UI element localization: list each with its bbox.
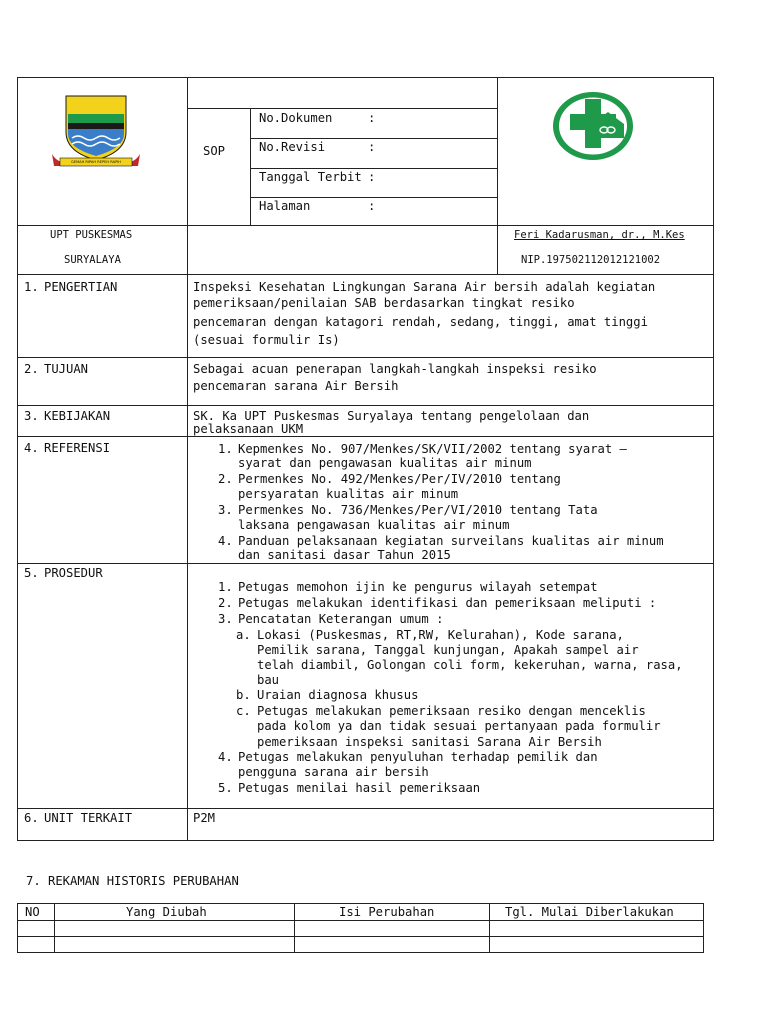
puskesmas-logo bbox=[550, 90, 636, 162]
history-col-no: NO bbox=[25, 905, 40, 919]
issue-date-label: Tanggal Terbit bbox=[259, 170, 362, 184]
prosedur-line: Petugas menilai hasil pemeriksaan bbox=[238, 781, 481, 795]
doc-number-label: No.Dokumen bbox=[259, 111, 333, 125]
section-title-tujuan: TUJUAN bbox=[44, 362, 89, 376]
list-number: 3. bbox=[218, 503, 233, 517]
row-divider bbox=[17, 808, 714, 809]
referensi-line: persyaratan kualitas air minum bbox=[238, 487, 459, 501]
prosedur-line: pemeriksaan inspeksi sanitasi Sarana Air Bersih bbox=[257, 735, 602, 749]
row-divider bbox=[17, 357, 714, 358]
revision-label: No.Revisi bbox=[259, 140, 326, 154]
section-number: 2. bbox=[24, 362, 39, 376]
prosedur-line: bau bbox=[257, 673, 280, 687]
prosedur-line: Petugas melakukan pemeriksaan resiko dengan menceklis bbox=[257, 704, 646, 718]
regency-emblem-logo bbox=[48, 94, 144, 174]
history-col-content: Isi Perubahan bbox=[339, 905, 435, 919]
page-colon: : bbox=[368, 199, 376, 213]
history-col-date: Tgl. Mulai Diberlakukan bbox=[505, 905, 674, 919]
list-letter: b. bbox=[236, 688, 251, 702]
tujuan-line: Sebagai acuan penerapan langkah-langkah inspeksi resiko bbox=[193, 362, 597, 376]
section-title-prosedur: PROSEDUR bbox=[44, 566, 103, 580]
list-number: 2. bbox=[218, 596, 233, 610]
list-number: 4. bbox=[218, 534, 233, 548]
prosedur-line: telah diambil, Golongan coli form, kekeruhan, warna, rasa, bbox=[257, 658, 683, 672]
pengertian-line: pemeriksaan/penilaian SAB berdasarkan tingkat resiko bbox=[193, 296, 575, 310]
prosedur-line: Lokasi (Puskesmas, RT,RW, Kelurahan), Kode sarana, bbox=[257, 628, 624, 642]
referensi-line: Kepmenkes No. 907/Menkes/SK/VII/2002 tentang syarat – bbox=[238, 442, 627, 456]
prosedur-line: Pencatatan Keterangan umum : bbox=[238, 612, 444, 626]
section-number: 6. bbox=[24, 811, 39, 825]
section-number: 3. bbox=[24, 409, 39, 423]
list-number: 5. bbox=[218, 781, 233, 795]
kebijakan-line: SK. Ka UPT Puskesmas Suryalaya tentang pengelolaan dan bbox=[193, 409, 590, 423]
section-title-unit: UNIT TERKAIT bbox=[44, 811, 133, 825]
referensi-line: Permenkes No. 492/Menkes/Per/IV/2010 tentang bbox=[238, 472, 561, 486]
referensi-line: syarat dan pengawasan kualitas air minum bbox=[238, 456, 532, 470]
prosedur-line: Petugas melakukan penyuluhan terhadap pemilik dan bbox=[238, 750, 598, 764]
issue-date-colon: : bbox=[368, 170, 376, 184]
prosedur-line: Petugas melakukan identifikasi dan pemeriksaan meliputi : bbox=[238, 596, 657, 610]
list-letter: c. bbox=[236, 704, 251, 718]
row-divider bbox=[17, 405, 714, 406]
signer-nip: NIP.197502112012121002 bbox=[521, 254, 661, 266]
revision-colon: : bbox=[368, 140, 376, 154]
page-label: Halaman bbox=[259, 199, 311, 213]
list-number: 2. bbox=[218, 472, 233, 486]
section-title-kebijakan: KEBIJAKAN bbox=[44, 409, 111, 423]
referensi-line: laksana pengawasan kualitas air minum bbox=[238, 518, 510, 532]
row-divider bbox=[17, 436, 714, 437]
signer-name: Feri Kadarusman, dr., M.Kes bbox=[514, 229, 685, 241]
history-col-changed: Yang Diubah bbox=[126, 905, 207, 919]
prosedur-line: Pemilik sarana, Tanggal kunjungan, Apakah sampel air bbox=[257, 643, 639, 657]
org-name-line1: UPT PUSKESMAS bbox=[50, 229, 133, 241]
prosedur-line: Uraian diagnosa khusus bbox=[257, 688, 419, 702]
prosedur-line: pengguna sarana air bersih bbox=[238, 765, 429, 779]
referensi-line: dan sanitasi dasar Tahun 2015 bbox=[238, 548, 451, 562]
prosedur-line: Petugas memohon ijin ke pengurus wilayah setempat bbox=[238, 580, 598, 594]
section-title-pengertian: PENGERTIAN bbox=[44, 280, 118, 294]
referensi-line: Panduan pelaksanaan kegiatan surveilans kualitas air minum bbox=[238, 534, 664, 548]
pengertian-line: (sesuai formulir Is) bbox=[193, 333, 340, 347]
list-number: 4. bbox=[218, 750, 233, 764]
list-number: 1. bbox=[218, 442, 233, 456]
section-number: 4. bbox=[24, 441, 39, 455]
unit-value: P2M bbox=[193, 811, 216, 825]
pengertian-line: pencemaran dengan katagori rendah, sedang, tinggi, amat tinggi bbox=[193, 315, 648, 329]
row-divider bbox=[17, 840, 714, 841]
sop-label: SOP bbox=[203, 144, 226, 158]
doc-number-colon: : bbox=[368, 111, 376, 125]
history-title: 7. REKAMAN HISTORIS PERUBAHAN bbox=[26, 874, 239, 888]
list-number: 3. bbox=[218, 612, 233, 626]
kebijakan-line: pelaksanaan UKM bbox=[193, 422, 304, 436]
section-title-referensi: REFERENSI bbox=[44, 441, 111, 455]
org-name-line2: SURYALAYA bbox=[64, 254, 121, 266]
tujuan-line: pencemaran sarana Air Bersih bbox=[193, 379, 399, 393]
section-number: 5. bbox=[24, 566, 39, 580]
prosedur-line: pada kolom ya dan tidak sesuai pertanyaan pada formulir bbox=[257, 719, 661, 733]
list-number: 1. bbox=[218, 580, 233, 594]
pengertian-line: Inspeksi Kesehatan Lingkungan Sarana Air bersih adalah kegiatan bbox=[193, 280, 656, 294]
referensi-line: Permenkes No. 736/Menkes/Per/VI/2010 tentang Tata bbox=[238, 503, 598, 517]
section-number: 1. bbox=[24, 280, 39, 294]
list-letter: a. bbox=[236, 628, 251, 642]
row-divider bbox=[17, 563, 714, 564]
emblem-motto: GEMAH RIPAH REPEH RAPIH bbox=[70, 160, 122, 164]
